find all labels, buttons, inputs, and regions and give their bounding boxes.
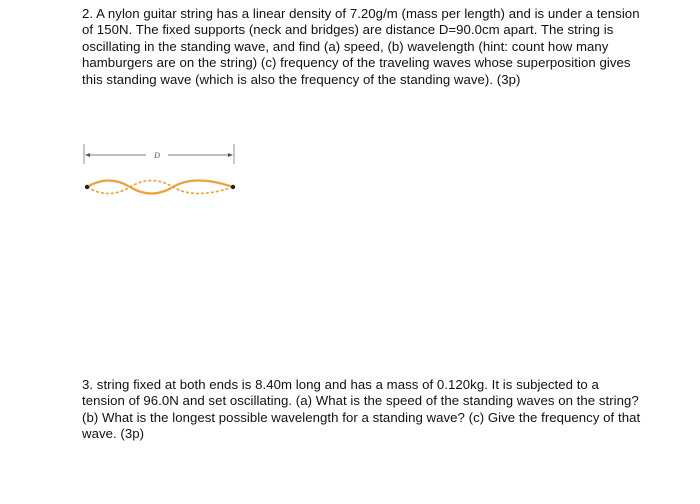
standing-wave-diagram	[82, 130, 242, 230]
fixed-end-left	[85, 185, 89, 189]
standing-wave-figure	[82, 130, 242, 230]
problem-2-text: 2. A nylon guitar string has a linear density of 7.20g/m (mass per length) and is under a tension of 150N. The fixed supports (neck and bridges) are distance D=90.0cm apart. The string is oscillating in the standing wave, and find (a) speed, (b) wavelength (hint: count how many hamburgers are on the string) (c) frequency of the traveling waves whose superposition gives this standing wave (which is also the frequency of the standing wave). (3p)	[82, 6, 640, 87]
fixed-end-right	[231, 185, 235, 189]
distance-label: D	[154, 151, 160, 160]
problem-3-text: 3. string fixed at both ends is 8.40m long and has a mass of 0.120kg. It is subjected to a tension of 96.0N and set oscillating. (a) What is the speed of the standing waves on the string? (b) What is the longest possible wavelength for a standing wave? (c) Give the frequency of that wave. (3p)	[82, 377, 641, 442]
